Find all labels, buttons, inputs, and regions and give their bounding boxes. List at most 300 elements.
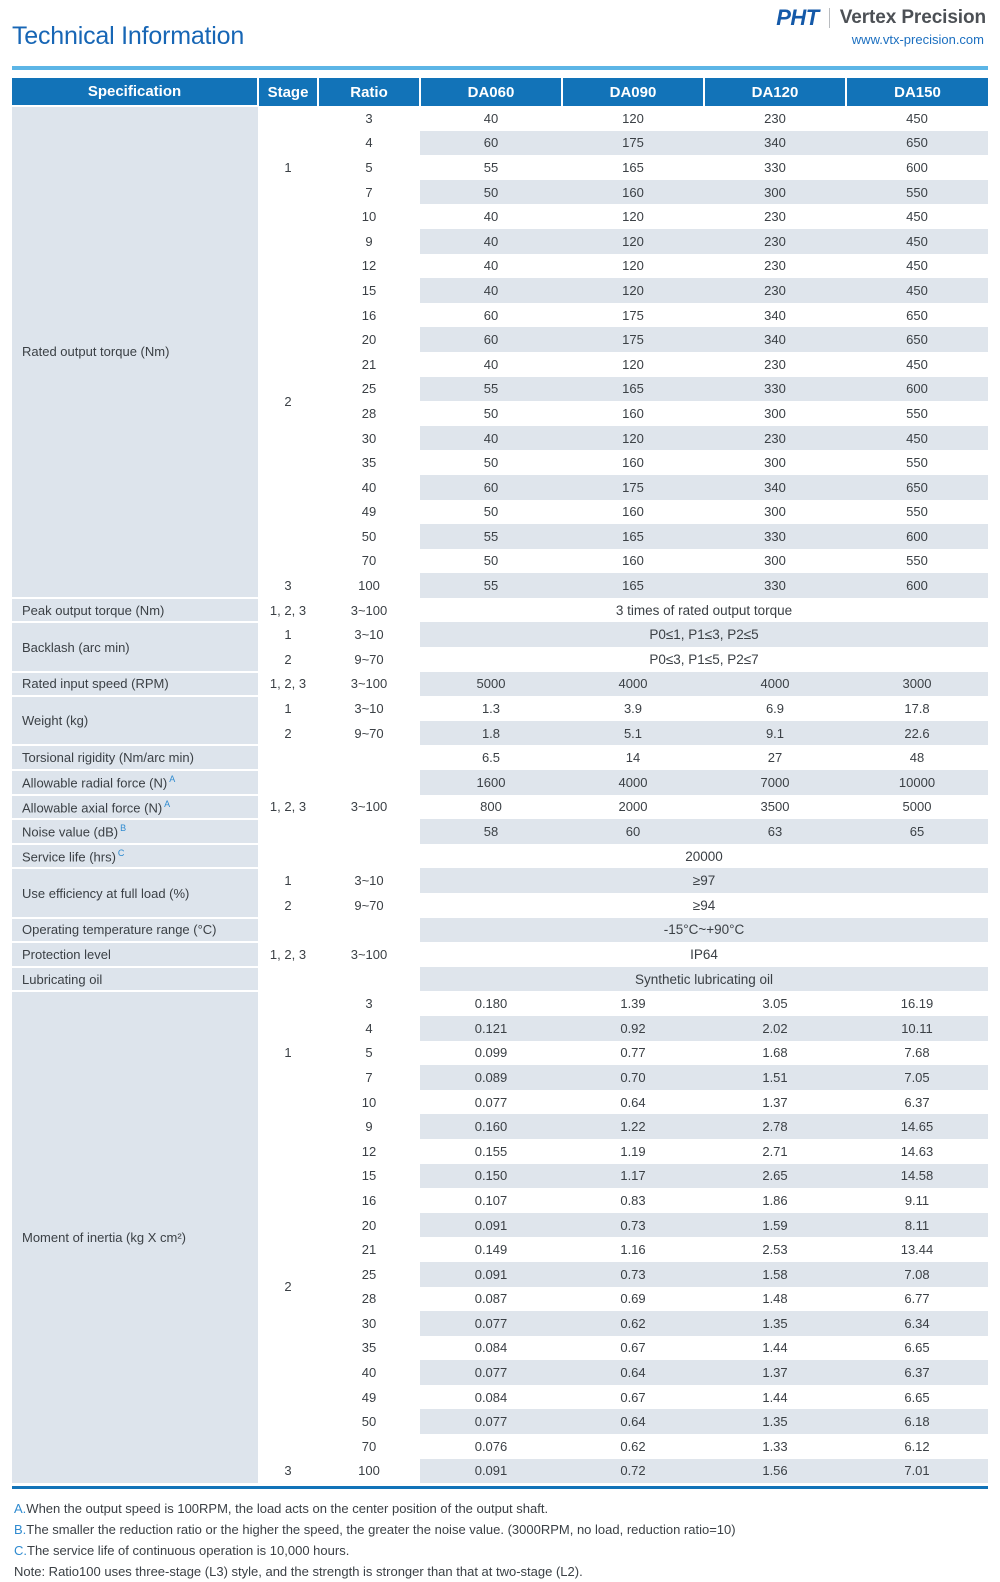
- value-cell: 160: [562, 549, 704, 574]
- stage-cell: 1, 2, 3: [258, 598, 318, 623]
- ratio-cell: 12: [318, 1139, 420, 1164]
- value-cell: 1.86: [704, 1188, 846, 1213]
- ratio-cell: 9: [318, 1114, 420, 1139]
- footnote-text: When the output speed is 100RPM, the load acts on the center position of the output shaft.: [26, 1500, 549, 1516]
- value-cell: 230: [704, 254, 846, 279]
- ratio-cell: 30: [318, 426, 420, 451]
- stage-cell: 2: [258, 229, 318, 573]
- value-cell: 22.6: [846, 721, 988, 746]
- value-cell: 340: [704, 131, 846, 156]
- value-cell: 1600: [420, 770, 562, 795]
- stage-cell: 1: [258, 622, 318, 647]
- inertia-row: [12, 991, 988, 1016]
- value-cell: 0.091: [420, 1262, 562, 1287]
- stage-cell: 1: [258, 868, 318, 893]
- ratio-cell: 3~100: [318, 672, 420, 697]
- stage-cell: 2: [258, 721, 318, 746]
- value-cell: 550: [846, 500, 988, 525]
- value-cell: 7.08: [846, 1262, 988, 1287]
- value-cell: 0.155: [420, 1139, 562, 1164]
- value-cell: 1.33: [704, 1434, 846, 1459]
- ratio-cell: 3: [318, 991, 420, 1016]
- footnote-letter: A.: [14, 1500, 27, 1516]
- value-cell: 120: [562, 106, 704, 131]
- value-cell: 6.37: [846, 1360, 988, 1385]
- value-cell: 550: [846, 450, 988, 475]
- value-cell: 0.67: [562, 1336, 704, 1361]
- value-cell: 550: [846, 401, 988, 426]
- value-cell: 300: [704, 450, 846, 475]
- operating-temperature-row: [12, 918, 988, 943]
- value-cell: 4000: [562, 770, 704, 795]
- value-cell: 165: [562, 155, 704, 180]
- value-cell: 2.78: [704, 1114, 846, 1139]
- ratio-cell: 7: [318, 180, 420, 205]
- merged-value-cell: 3 times of rated output torque: [420, 598, 988, 623]
- ratio-cell: 4: [318, 131, 420, 156]
- value-cell: 450: [846, 229, 988, 254]
- ratio-cell: 49: [318, 500, 420, 525]
- value-cell: 1.44: [704, 1385, 846, 1410]
- ratio-cell: 28: [318, 1287, 420, 1312]
- value-cell: 120: [562, 229, 704, 254]
- torsional-rigidity-row: [12, 745, 988, 770]
- value-cell: 0.77: [562, 1041, 704, 1066]
- value-cell: 3.05: [704, 991, 846, 1016]
- lubricating-oil-row: [12, 967, 988, 992]
- specifications-table: [12, 78, 988, 1484]
- ratio-cell: 3~100: [318, 745, 420, 868]
- value-cell: 160: [562, 500, 704, 525]
- footnote-text: The smaller the reduction ratio or the higher the speed, the greater the noise value. (3000RPM, no load, reduction ratio=10): [26, 1521, 736, 1537]
- value-cell: 450: [846, 278, 988, 303]
- value-cell: 7.68: [846, 1041, 988, 1066]
- value-cell: 0.70: [562, 1065, 704, 1090]
- value-cell: 6.12: [846, 1434, 988, 1459]
- value-cell: 650: [846, 327, 988, 352]
- backlash-row: [12, 622, 988, 647]
- footnote-letter: C.: [14, 1542, 27, 1558]
- company-url: www.vtx-precision.com: [851, 32, 984, 48]
- merged-value-cell: P0≤3, P1≤5, P2≤7: [420, 647, 988, 672]
- value-cell: 4000: [704, 672, 846, 697]
- ratio-cell: 50: [318, 524, 420, 549]
- value-cell: 650: [846, 303, 988, 328]
- merged-value-cell: IP64: [420, 942, 988, 967]
- value-cell: 1.68: [704, 1041, 846, 1066]
- radial-force-row: [12, 770, 988, 795]
- value-cell: 165: [562, 524, 704, 549]
- value-cell: 175: [562, 303, 704, 328]
- merged-value-cell: ≥94: [420, 893, 988, 918]
- value-cell: 230: [704, 426, 846, 451]
- value-cell: 600: [846, 377, 988, 402]
- value-cell: 17.8: [846, 696, 988, 721]
- value-cell: 300: [704, 180, 846, 205]
- footnote-marker: C: [117, 847, 125, 858]
- ratio-cell: 25: [318, 377, 420, 402]
- value-cell: 800: [420, 795, 562, 820]
- value-cell: 60: [420, 131, 562, 156]
- column-header-da120: DA120: [704, 78, 846, 106]
- service-life-row: [12, 844, 988, 869]
- header-divider: [12, 66, 988, 70]
- value-cell: 0.150: [420, 1164, 562, 1189]
- spec-label: Operating temperature range (°C): [12, 918, 258, 943]
- column-header-specification: Specification: [12, 78, 258, 106]
- value-cell: 6.65: [846, 1385, 988, 1410]
- footnote-text: Note: Ratio100 uses three-stage (L3) style, and the strength is stronger than that at two-stage (L2).: [14, 1563, 583, 1579]
- value-cell: 600: [846, 155, 988, 180]
- value-cell: 5000: [420, 672, 562, 697]
- ratio-cell: 3~10: [318, 622, 420, 647]
- value-cell: 0.73: [562, 1262, 704, 1287]
- value-cell: 120: [562, 204, 704, 229]
- value-cell: 300: [704, 401, 846, 426]
- page-title: Technical Information: [12, 22, 245, 50]
- stage-cell: 1, 2, 3: [258, 672, 318, 697]
- value-cell: 120: [562, 278, 704, 303]
- stage-cell: 1, 2, 3: [258, 918, 318, 992]
- ratio-cell: 10: [318, 204, 420, 229]
- value-cell: 0.084: [420, 1385, 562, 1410]
- value-cell: 65: [846, 819, 988, 844]
- stage-cell: 3: [258, 573, 318, 598]
- spec-label: Moment of inertia (kg X cm²): [12, 991, 258, 1483]
- value-cell: 0.64: [562, 1409, 704, 1434]
- value-cell: 175: [562, 475, 704, 500]
- value-cell: 27: [704, 745, 846, 770]
- value-cell: 5000: [846, 795, 988, 820]
- value-cell: 7.01: [846, 1459, 988, 1484]
- value-cell: 1.19: [562, 1139, 704, 1164]
- value-cell: 300: [704, 500, 846, 525]
- column-header-da150: DA150: [846, 78, 988, 106]
- value-cell: 16.19: [846, 991, 988, 1016]
- use-efficiency-row: [12, 868, 988, 893]
- ratio-cell: 16: [318, 303, 420, 328]
- value-cell: 14: [562, 745, 704, 770]
- ratio-cell: 70: [318, 549, 420, 574]
- value-cell: 450: [846, 426, 988, 451]
- ratio-cell: 3~10: [318, 868, 420, 893]
- value-cell: 6.5: [420, 745, 562, 770]
- value-cell: 230: [704, 229, 846, 254]
- ratio-cell: 9~70: [318, 721, 420, 746]
- value-cell: 63: [704, 819, 846, 844]
- value-cell: 450: [846, 204, 988, 229]
- value-cell: 340: [704, 327, 846, 352]
- protection-level-row: [12, 942, 988, 967]
- ratio-cell: 9~70: [318, 647, 420, 672]
- footnote-text: The service life of continuous operation is 10,000 hours.: [27, 1542, 350, 1558]
- value-cell: 450: [846, 352, 988, 377]
- ratio-cell: 9: [318, 229, 420, 254]
- spec-label: Backlash (arc min): [12, 622, 258, 671]
- ratio-cell: 28: [318, 401, 420, 426]
- value-cell: 0.62: [562, 1311, 704, 1336]
- value-cell: 0.72: [562, 1459, 704, 1484]
- spec-label: Torsional rigidity (Nm/arc min): [12, 745, 258, 770]
- spec-label: Noise value (dB) $^B$: [12, 819, 258, 844]
- spec-label: Lubricating oil: [12, 967, 258, 992]
- value-cell: 3000: [846, 672, 988, 697]
- spec-label: Weight (kg): [12, 696, 258, 745]
- value-cell: 0.69: [562, 1287, 704, 1312]
- brand-block: [776, 6, 986, 47]
- value-cell: 40: [420, 254, 562, 279]
- merged-value-cell: -15°C~+90°C: [420, 918, 988, 943]
- stage-cell: 2: [258, 647, 318, 672]
- value-cell: 1.59: [704, 1213, 846, 1238]
- value-cell: 2.53: [704, 1237, 846, 1262]
- value-cell: 1.35: [704, 1311, 846, 1336]
- merged-value-cell: P0≤1, P1≤3, P2≤5: [420, 622, 988, 647]
- value-cell: 340: [704, 303, 846, 328]
- value-cell: 40: [420, 426, 562, 451]
- column-header-da090: DA090: [562, 78, 704, 106]
- value-cell: 1.17: [562, 1164, 704, 1189]
- ratio-cell: 50: [318, 1409, 420, 1434]
- value-cell: 175: [562, 131, 704, 156]
- value-cell: 2000: [562, 795, 704, 820]
- value-cell: 0.92: [562, 1016, 704, 1041]
- value-cell: 48: [846, 745, 988, 770]
- value-cell: 40: [420, 106, 562, 131]
- ratio-cell: 3: [318, 106, 420, 131]
- value-cell: 0.64: [562, 1090, 704, 1115]
- ratio-cell: 3~100: [318, 918, 420, 992]
- spec-label: Protection level: [12, 942, 258, 967]
- value-cell: 55: [420, 155, 562, 180]
- value-cell: 0.099: [420, 1041, 562, 1066]
- ratio-cell: 100: [318, 1459, 420, 1484]
- value-cell: 6.37: [846, 1090, 988, 1115]
- ratio-cell: 30: [318, 1311, 420, 1336]
- value-cell: 230: [704, 106, 846, 131]
- axial-force-row: [12, 795, 988, 820]
- value-cell: 9.1: [704, 721, 846, 746]
- merged-value-cell: Synthetic lubricating oil: [420, 967, 988, 992]
- value-cell: 6.34: [846, 1311, 988, 1336]
- value-cell: 0.087: [420, 1287, 562, 1312]
- value-cell: 0.64: [562, 1360, 704, 1385]
- footnotes: [14, 1498, 986, 1582]
- value-cell: 60: [562, 819, 704, 844]
- value-cell: 165: [562, 573, 704, 598]
- spec-label: Use efficiency at full load (%): [12, 868, 258, 917]
- value-cell: 5.1: [562, 721, 704, 746]
- value-cell: 330: [704, 524, 846, 549]
- ratio-cell: 20: [318, 1213, 420, 1238]
- value-cell: 1.8: [420, 721, 562, 746]
- value-cell: 50: [420, 549, 562, 574]
- merged-value-cell: 20000: [420, 844, 988, 869]
- value-cell: 120: [562, 352, 704, 377]
- spec-label: Allowable axial force (N) $^A$: [12, 795, 258, 820]
- value-cell: 0.62: [562, 1434, 704, 1459]
- value-cell: 58: [420, 819, 562, 844]
- merged-value-cell: ≥97: [420, 868, 988, 893]
- ratio-cell: 12: [318, 254, 420, 279]
- value-cell: 3500: [704, 795, 846, 820]
- ratio-cell: 4: [318, 1016, 420, 1041]
- footnote-line: [14, 1561, 986, 1582]
- spec-label: Allowable radial force (N) $^A$: [12, 770, 258, 795]
- stage-cell: 1: [258, 106, 318, 229]
- ratio-cell: 49: [318, 1385, 420, 1410]
- ratio-cell: 5: [318, 1041, 420, 1066]
- value-cell: 160: [562, 450, 704, 475]
- footnote-marker: A: [164, 798, 171, 809]
- ratio-cell: 25: [318, 1262, 420, 1287]
- value-cell: 2.71: [704, 1139, 846, 1164]
- value-cell: 230: [704, 278, 846, 303]
- spec-label: Peak output torque (Nm): [12, 598, 258, 623]
- ratio-cell: 21: [318, 1237, 420, 1262]
- value-cell: 1.37: [704, 1360, 846, 1385]
- ratio-cell: 7: [318, 1065, 420, 1090]
- value-cell: 50: [420, 180, 562, 205]
- value-cell: 230: [704, 352, 846, 377]
- value-cell: 0.149: [420, 1237, 562, 1262]
- value-cell: 0.084: [420, 1336, 562, 1361]
- value-cell: 1.37: [704, 1090, 846, 1115]
- pht-logo: PHT: [776, 5, 819, 30]
- table-header: [12, 78, 988, 106]
- value-cell: 0.67: [562, 1385, 704, 1410]
- value-cell: 40: [420, 204, 562, 229]
- value-cell: 0.077: [420, 1409, 562, 1434]
- footnote-marker: A: [169, 774, 176, 785]
- value-cell: 50: [420, 401, 562, 426]
- value-cell: 0.107: [420, 1188, 562, 1213]
- value-cell: 1.22: [562, 1114, 704, 1139]
- footnote-line: [14, 1540, 986, 1561]
- value-cell: 1.51: [704, 1065, 846, 1090]
- value-cell: 340: [704, 475, 846, 500]
- value-cell: 330: [704, 155, 846, 180]
- value-cell: 650: [846, 131, 988, 156]
- value-cell: 1.44: [704, 1336, 846, 1361]
- value-cell: 1.39: [562, 991, 704, 1016]
- stage-cell: 1: [258, 991, 318, 1114]
- value-cell: 50: [420, 450, 562, 475]
- ratio-cell: 15: [318, 278, 420, 303]
- stage-cell: 2: [258, 1114, 318, 1458]
- ratio-cell: 20: [318, 327, 420, 352]
- value-cell: 6.9: [704, 696, 846, 721]
- value-cell: 450: [846, 106, 988, 131]
- weight-row: [12, 696, 988, 721]
- value-cell: 120: [562, 426, 704, 451]
- torque-row: [12, 106, 988, 131]
- ratio-cell: 35: [318, 450, 420, 475]
- value-cell: 600: [846, 573, 988, 598]
- value-cell: 2.02: [704, 1016, 846, 1041]
- ratio-cell: 3~10: [318, 696, 420, 721]
- ratio-cell: 3~100: [318, 598, 420, 623]
- value-cell: 120: [562, 254, 704, 279]
- value-cell: 50: [420, 500, 562, 525]
- value-cell: 1.16: [562, 1237, 704, 1262]
- value-cell: 650: [846, 475, 988, 500]
- value-cell: 0.077: [420, 1311, 562, 1336]
- value-cell: 160: [562, 401, 704, 426]
- value-cell: 160: [562, 180, 704, 205]
- value-cell: 550: [846, 180, 988, 205]
- value-cell: 55: [420, 524, 562, 549]
- ratio-cell: 21: [318, 352, 420, 377]
- value-cell: 3.9: [562, 696, 704, 721]
- ratio-cell: 35: [318, 1336, 420, 1361]
- column-header-stage: Stage: [258, 78, 318, 106]
- value-cell: 300: [704, 549, 846, 574]
- value-cell: 8.11: [846, 1213, 988, 1238]
- ratio-cell: 40: [318, 475, 420, 500]
- value-cell: 9.11: [846, 1188, 988, 1213]
- page-header: [0, 0, 1000, 62]
- value-cell: 1.56: [704, 1459, 846, 1484]
- footnote-letter: B.: [14, 1521, 27, 1537]
- stage-cell: 3: [258, 1459, 318, 1484]
- ratio-cell: 10: [318, 1090, 420, 1115]
- value-cell: 450: [846, 254, 988, 279]
- peak-torque-row: [12, 598, 988, 623]
- value-cell: 14.58: [846, 1164, 988, 1189]
- value-cell: 40: [420, 278, 562, 303]
- noise-value-row: [12, 819, 988, 844]
- stage-cell: 1, 2, 3: [258, 745, 318, 868]
- value-cell: 40: [420, 352, 562, 377]
- value-cell: 0.180: [420, 991, 562, 1016]
- value-cell: 550: [846, 549, 988, 574]
- value-cell: 6.77: [846, 1287, 988, 1312]
- rated-input-speed-row: [12, 672, 988, 697]
- value-cell: 55: [420, 573, 562, 598]
- value-cell: 60: [420, 327, 562, 352]
- value-cell: 0.089: [420, 1065, 562, 1090]
- value-cell: 0.091: [420, 1459, 562, 1484]
- value-cell: 6.65: [846, 1336, 988, 1361]
- value-cell: 1.48: [704, 1287, 846, 1312]
- value-cell: 330: [704, 377, 846, 402]
- value-cell: 0.73: [562, 1213, 704, 1238]
- stage-cell: 1: [258, 696, 318, 721]
- footnote-line: [14, 1498, 986, 1519]
- footnote-marker: B: [120, 823, 127, 834]
- table-bottom-divider: [12, 1486, 988, 1489]
- value-cell: 4000: [562, 672, 704, 697]
- value-cell: 7000: [704, 770, 846, 795]
- table-body: [12, 106, 988, 1483]
- value-cell: 10.11: [846, 1016, 988, 1041]
- ratio-cell: 16: [318, 1188, 420, 1213]
- value-cell: 14.63: [846, 1139, 988, 1164]
- value-cell: 0.160: [420, 1114, 562, 1139]
- value-cell: 165: [562, 377, 704, 402]
- value-cell: 10000: [846, 770, 988, 795]
- value-cell: 1.35: [704, 1409, 846, 1434]
- stage-cell: 2: [258, 893, 318, 918]
- value-cell: 330: [704, 573, 846, 598]
- value-cell: 55: [420, 377, 562, 402]
- value-cell: 13.44: [846, 1237, 988, 1262]
- value-cell: 1.3: [420, 696, 562, 721]
- value-cell: 1.58: [704, 1262, 846, 1287]
- value-cell: 175: [562, 327, 704, 352]
- column-header-da060: DA060: [420, 78, 562, 106]
